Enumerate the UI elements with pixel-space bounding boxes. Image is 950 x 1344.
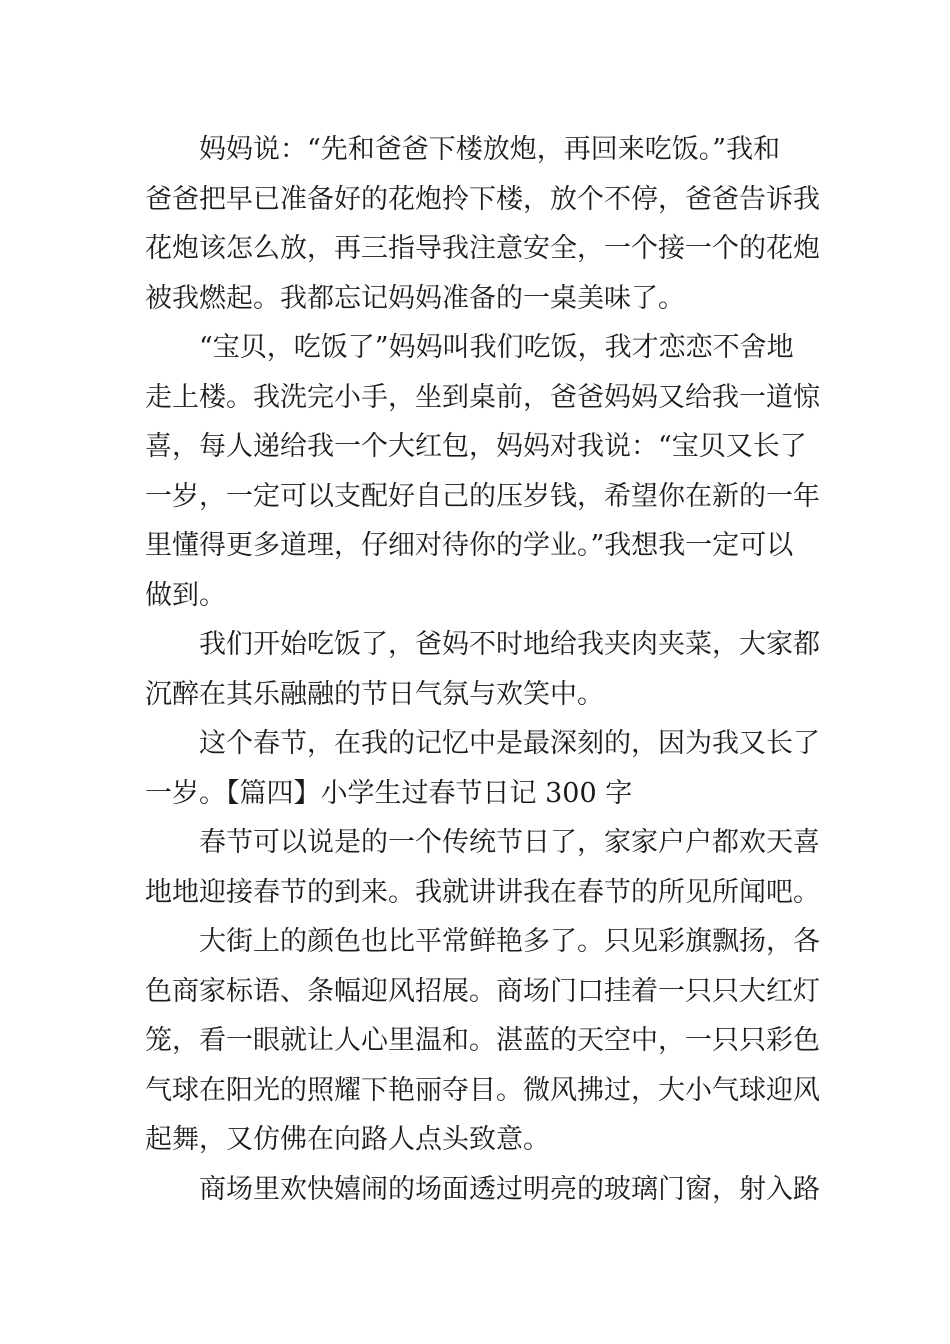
text-line: 大街上的颜色也比平常鲜艳多了。只见彩旗飘扬，各 xyxy=(199,926,820,957)
text-line: 一岁，一定可以支配好自己的压岁钱，希望你在新的一年 xyxy=(145,480,820,512)
text-line: “宝贝，吃饭了”妈妈叫我们吃饭，我才恋恋不舍地 xyxy=(199,332,794,363)
text-line: 商场里欢快嬉闹的场面透过明亮的玻璃门窗，射入路 xyxy=(199,1173,820,1205)
text-line: 里懂得更多道理，仔细对待你的学业。”我想我一定可以 xyxy=(145,530,794,561)
text-line: 色商家标语、条幅迎风招展。商场门口挂着一只只大红灯 xyxy=(145,975,820,1007)
text-line: 一岁。【篇四】小学生过春节日记 300 字 xyxy=(145,777,633,809)
paragraph xyxy=(145,917,820,1165)
paragraph xyxy=(145,125,820,323)
text-line: 沉醉在其乐融融的节日气氛与欢笑中。 xyxy=(145,678,604,710)
body-text xyxy=(145,125,820,1214)
text-line: 地地迎接春节的到来。我就讲讲我在春节的所见所闻吧。 xyxy=(145,876,820,908)
paragraph xyxy=(145,719,820,818)
text-line: 喜，每人递给我一个大红包，妈妈对我说：“宝贝又长了 xyxy=(145,431,807,462)
text-line: 做到。 xyxy=(145,579,226,611)
paragraph xyxy=(145,620,820,719)
text-line: 这个春节，在我的记忆中是最深刻的，因为我又长了 xyxy=(199,728,820,759)
text-line: 走上楼。我洗完小手，坐到桌前，爸爸妈妈又给我一道惊 xyxy=(145,381,820,413)
text-line: 笼，看一眼就让人心里温和。湛蓝的天空中，一只只彩色 xyxy=(145,1025,820,1056)
text-line: 气球在阳光的照耀下艳丽夺目。微风拂过，大小气球迎风 xyxy=(145,1074,820,1106)
paragraph xyxy=(145,1165,820,1215)
text-line: 春节可以说是的一个传统节日了，家家户户都欢天喜 xyxy=(199,827,820,858)
text-line: 爸爸把早已准备好的花炮拎下楼，放个不停，爸爸告诉我 xyxy=(145,183,820,215)
text-line: 妈妈说：“先和爸爸下楼放炮，再回来吃饭。”我和 xyxy=(199,134,781,165)
text-line: 起舞，又仿佛在向路人点头致意。 xyxy=(145,1124,550,1155)
paragraph xyxy=(145,323,820,620)
text-line: 我们开始吃饭了，爸妈不时地给我夹肉夹菜，大家都 xyxy=(199,629,820,660)
text-line: 花炮该怎么放，再三指导我注意安全，一个接一个的花炮 xyxy=(145,233,820,264)
paragraph xyxy=(145,818,820,917)
text-line: 被我燃起。我都忘记妈妈准备的一桌美味了。 xyxy=(145,282,685,314)
